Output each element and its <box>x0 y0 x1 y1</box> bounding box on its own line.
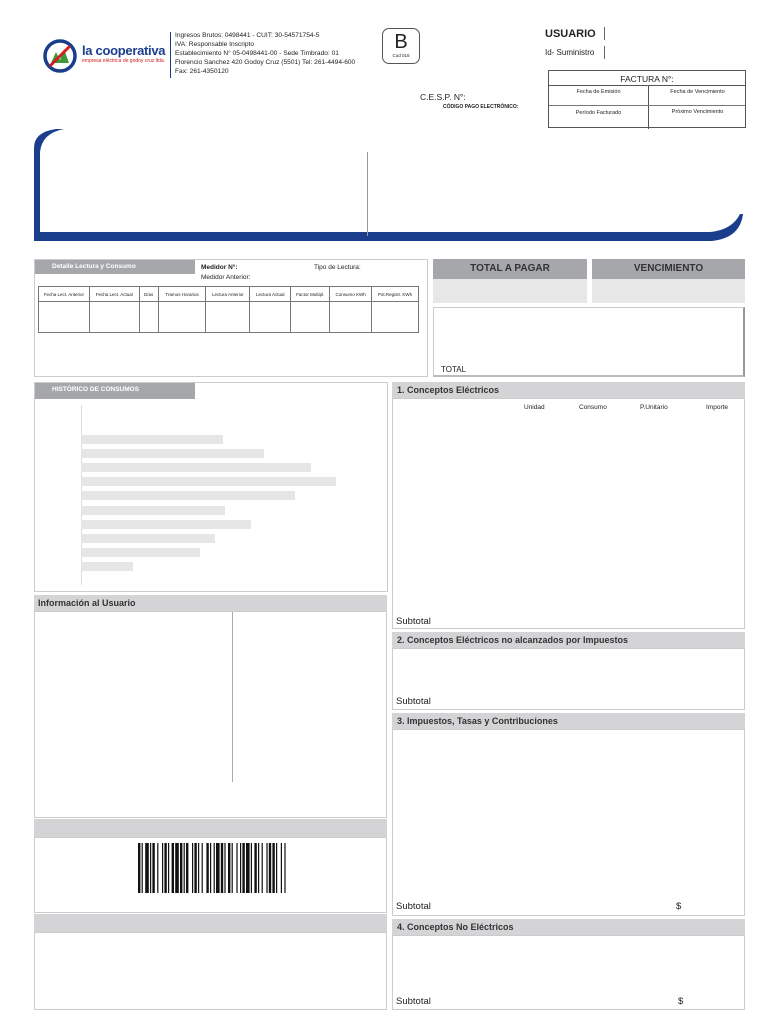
grey-band <box>34 914 387 932</box>
col-lectura-anterior: Lectura Anterior <box>206 287 250 302</box>
table-row <box>39 302 419 333</box>
historico-bar <box>81 491 295 500</box>
table-cell <box>250 302 291 333</box>
barcode-icon <box>138 843 372 893</box>
invoice-letter: B <box>394 31 408 53</box>
col-p-unitario: P.Unitario <box>640 404 668 411</box>
historico-bar <box>81 548 200 557</box>
table-cell <box>89 302 139 333</box>
table-cell <box>291 302 330 333</box>
historico-bar <box>81 463 311 472</box>
company-info-line: Florencio Sanchez 420 Godoy Cruz (5501) Tel: 261-4494-600 <box>175 58 356 66</box>
vencimiento-header: VENCIMIENTO <box>592 259 745 279</box>
historico-bar <box>81 449 264 458</box>
invoice-type-box <box>382 28 420 64</box>
historico-panel <box>34 382 388 592</box>
col-potencia: Pot.Registr. KWh <box>372 287 419 302</box>
conceptos-no-alcanzados-title: 2. Conceptos Eléctricos no alcanzados por Impuestos <box>397 635 629 645</box>
customer-band <box>30 126 746 246</box>
tipo-lectura-label: Tipo de Lectura: <box>314 264 361 271</box>
fecha-vencimiento-label: Fecha de Vencimiento <box>670 89 725 95</box>
company-info-line: Fax: 261-4350120 <box>175 67 229 75</box>
medidor-label: Medidor N°: <box>201 264 238 271</box>
lectura-table <box>38 286 419 333</box>
subtotal-3-currency: $ <box>676 901 682 912</box>
total-box <box>433 307 745 377</box>
info-divider <box>232 612 233 782</box>
impuestos-title: 3. Impuestos, Tasas y Contribuciones <box>397 716 558 726</box>
historico-bar <box>81 534 215 543</box>
proximo-vencimiento-label: Próximo Vencimiento <box>671 109 724 115</box>
col-fecha-actual: Fecha Lect. Actual <box>89 287 139 302</box>
medidor-anterior-label: Medidor Anterior: <box>201 274 251 281</box>
subtotal-4-currency: $ <box>678 996 684 1007</box>
table-cell <box>139 302 158 333</box>
table-cell <box>206 302 250 333</box>
grey-band <box>34 819 387 837</box>
company-info-line: Establecimiento N° 05-0498441-00 - Sede Timbrado: 01 <box>175 49 339 57</box>
conceptos-no-electricos-title: 4. Conceptos No Eléctricos <box>397 922 514 932</box>
conceptos-electricos-panel <box>392 398 745 629</box>
cooperativa-logo-icon <box>42 38 78 74</box>
total-label: TOTAL <box>441 365 467 374</box>
codigo-pago-label: CÓDIGO PAGO ELECTRÓNICO: <box>443 104 519 110</box>
conceptos-no-electricos-panel <box>392 935 745 1010</box>
fecha-emision-label: Fecha de Emisión <box>576 89 621 95</box>
conceptos-electricos-title: 1. Conceptos Eléctricos <box>397 385 500 395</box>
subtotal-2: Subtotal <box>396 696 431 707</box>
historico-bar <box>81 477 336 486</box>
col-lectura-actual: Lectura Actual <box>250 287 291 302</box>
cesp-label: C.E.S.P. N°: <box>420 92 466 102</box>
subtotal-3: Subtotal <box>396 901 431 912</box>
col-unidad: Unidad <box>524 404 545 411</box>
col-fecha-anterior: Fecha Lect. Anterior <box>39 287 90 302</box>
historico-tab-label: HISTÓRICO DE CONSUMOS <box>52 386 140 393</box>
historico-bar <box>81 562 133 571</box>
table-header-row <box>39 287 419 302</box>
usuario-field-bar <box>604 27 605 40</box>
factura-box <box>548 70 746 128</box>
col-importe: Importe <box>706 404 729 411</box>
band-divider <box>367 152 368 236</box>
col-factor: Factor Multipl. <box>291 287 330 302</box>
table-cell <box>372 302 419 333</box>
suministro-field-bar <box>604 46 605 59</box>
historico-bar <box>81 435 223 444</box>
total-a-pagar-value <box>433 279 587 303</box>
col-consumo: Consumo KWh <box>330 287 372 302</box>
historico-bar <box>81 506 225 515</box>
lectura-tab-label: Detalle Lectura y Consumo <box>52 263 136 270</box>
impuestos-panel <box>392 729 745 916</box>
subtotal-4: Subtotal <box>396 996 431 1007</box>
info-usuario-panel <box>34 611 387 818</box>
table-cell <box>39 302 90 333</box>
company-info-line: IVA: Responsable Inscripto <box>175 40 255 48</box>
total-a-pagar-header: TOTAL A PAGAR <box>433 259 587 279</box>
historico-bar <box>81 520 251 529</box>
logo-subtitle: empresa eléctrica de godoy cruz ltda. <box>82 58 166 64</box>
invoice-code: Cod 016 <box>392 53 410 58</box>
usuario-label: USUARIO <box>545 28 596 40</box>
header-divider <box>170 32 171 78</box>
company-info <box>175 32 355 77</box>
conceptos-no-alcanzados-panel <box>392 648 745 710</box>
subtotal-1: Subtotal <box>396 616 431 627</box>
table-cell <box>330 302 372 333</box>
company-info-line: Ingresos Brutos: 0498441 - CUIT: 30-54571754-5 <box>175 32 320 39</box>
info-usuario-label: Información al Usuario <box>38 598 136 608</box>
bottom-left-panel <box>34 932 387 1010</box>
suministro-label: Id- Suministro <box>545 48 595 57</box>
logo-text: la cooperativa <box>82 43 166 58</box>
col-dias: Días <box>139 287 158 302</box>
col-consumo: Consumo <box>579 404 607 411</box>
table-cell <box>158 302 206 333</box>
col-tramos: Tramos Horarios <box>158 287 206 302</box>
vencimiento-value <box>592 279 745 303</box>
factura-title: FACTURA N°: <box>620 74 674 84</box>
periodo-facturado-label: Período Facturado <box>575 110 622 116</box>
